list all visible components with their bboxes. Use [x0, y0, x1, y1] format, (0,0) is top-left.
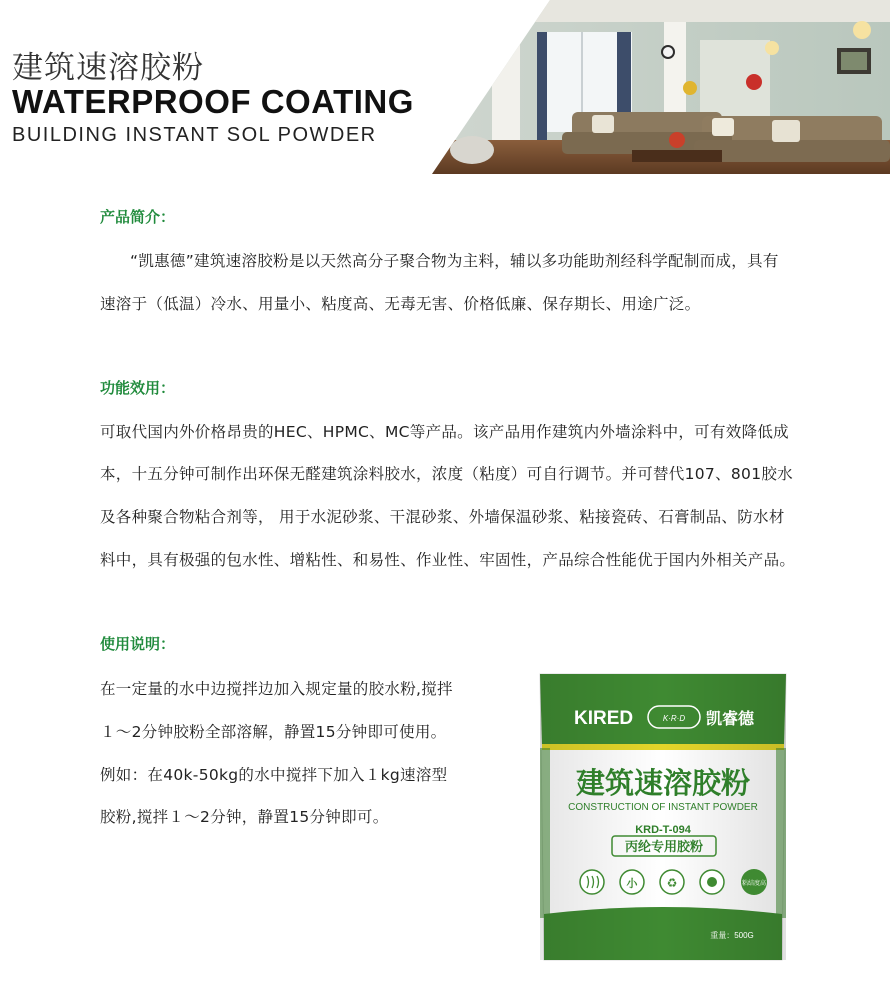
product-bag-image	[532, 668, 794, 968]
usage-line: 例如：在40k-50kg的水中搅拌下加入１kg速溶型	[100, 766, 448, 784]
svg-text:♻: ♻	[666, 876, 678, 890]
usage-line: 胶粉,搅拌１～2分钟，静置15分钟即可。	[100, 808, 389, 826]
bag-icon-small-label: 小	[626, 878, 638, 890]
function-line: 本，十五分钟可制作出环保无醛建筑涂料胶水，浓度（粘度）可自行调节。并可替代107、801胶水	[100, 465, 793, 483]
bag-brand-cn: 凯睿德	[706, 711, 755, 728]
function-line: 可取代国内外价格昂贵的HEC、HPMC、MC等产品。该产品用作建筑内外墙涂料中，可有效降低成	[100, 423, 789, 441]
bag-brand-en: KIRED	[574, 708, 634, 729]
intro-section-title: 产品简介：	[100, 208, 176, 226]
svg-text:K·R·D: K·R·D	[662, 714, 686, 723]
bag-usage-tag: 丙纶专用胶粉	[624, 839, 704, 854]
bag-product-name-cn: 建筑速溶胶粉	[575, 768, 751, 800]
intro-line: “凯惠德”建筑速溶胶粉是以天然高分子聚合物为主料，辅以多功能助剂经科学配制而成，具有	[130, 252, 779, 270]
function-section-title: 功能效用：	[100, 379, 176, 397]
usage-section-title: 使用说明：	[100, 635, 176, 653]
page-title-en: WATERPROOF COATING	[12, 83, 414, 120]
function-line: 及各种聚合物粘合剂等， 用于水泥砂浆、干混砂浆、外墙保温砂浆、粘接瓷砖、石膏制品、防水材	[100, 508, 785, 526]
usage-line: １～2分钟胶粉全部溶解，静置15分钟即可使用。	[100, 723, 447, 741]
page-title-cn: 建筑速溶胶粉	[12, 50, 204, 86]
function-line: 料中，具有极强的包水性、增粘性、和易性、作业性、牢固性，产品综合性能优于国内外相关产品。	[100, 551, 796, 569]
fast-dissolve-icon	[580, 870, 604, 894]
bag-product-code: KRD-T-094	[635, 824, 691, 836]
bag-badge: 粘结度高	[741, 881, 767, 887]
bag-weight: 重量：500G	[710, 931, 754, 940]
page-subtitle-en: BUILDING INSTANT SOL POWDER	[12, 124, 377, 146]
intro-line: 速溶于（低温）冷水、用量小、粘度高、无毒无害、价格低廉、保存期长、用途广泛。	[100, 295, 701, 313]
hero-living-room-image	[432, 0, 890, 174]
usage-line: 在一定量的水中边搅拌边加入规定量的胶水粉,搅拌	[100, 680, 453, 698]
bag-product-name-en: CONSTRUCTION OF INSTANT POWDER	[568, 802, 758, 813]
